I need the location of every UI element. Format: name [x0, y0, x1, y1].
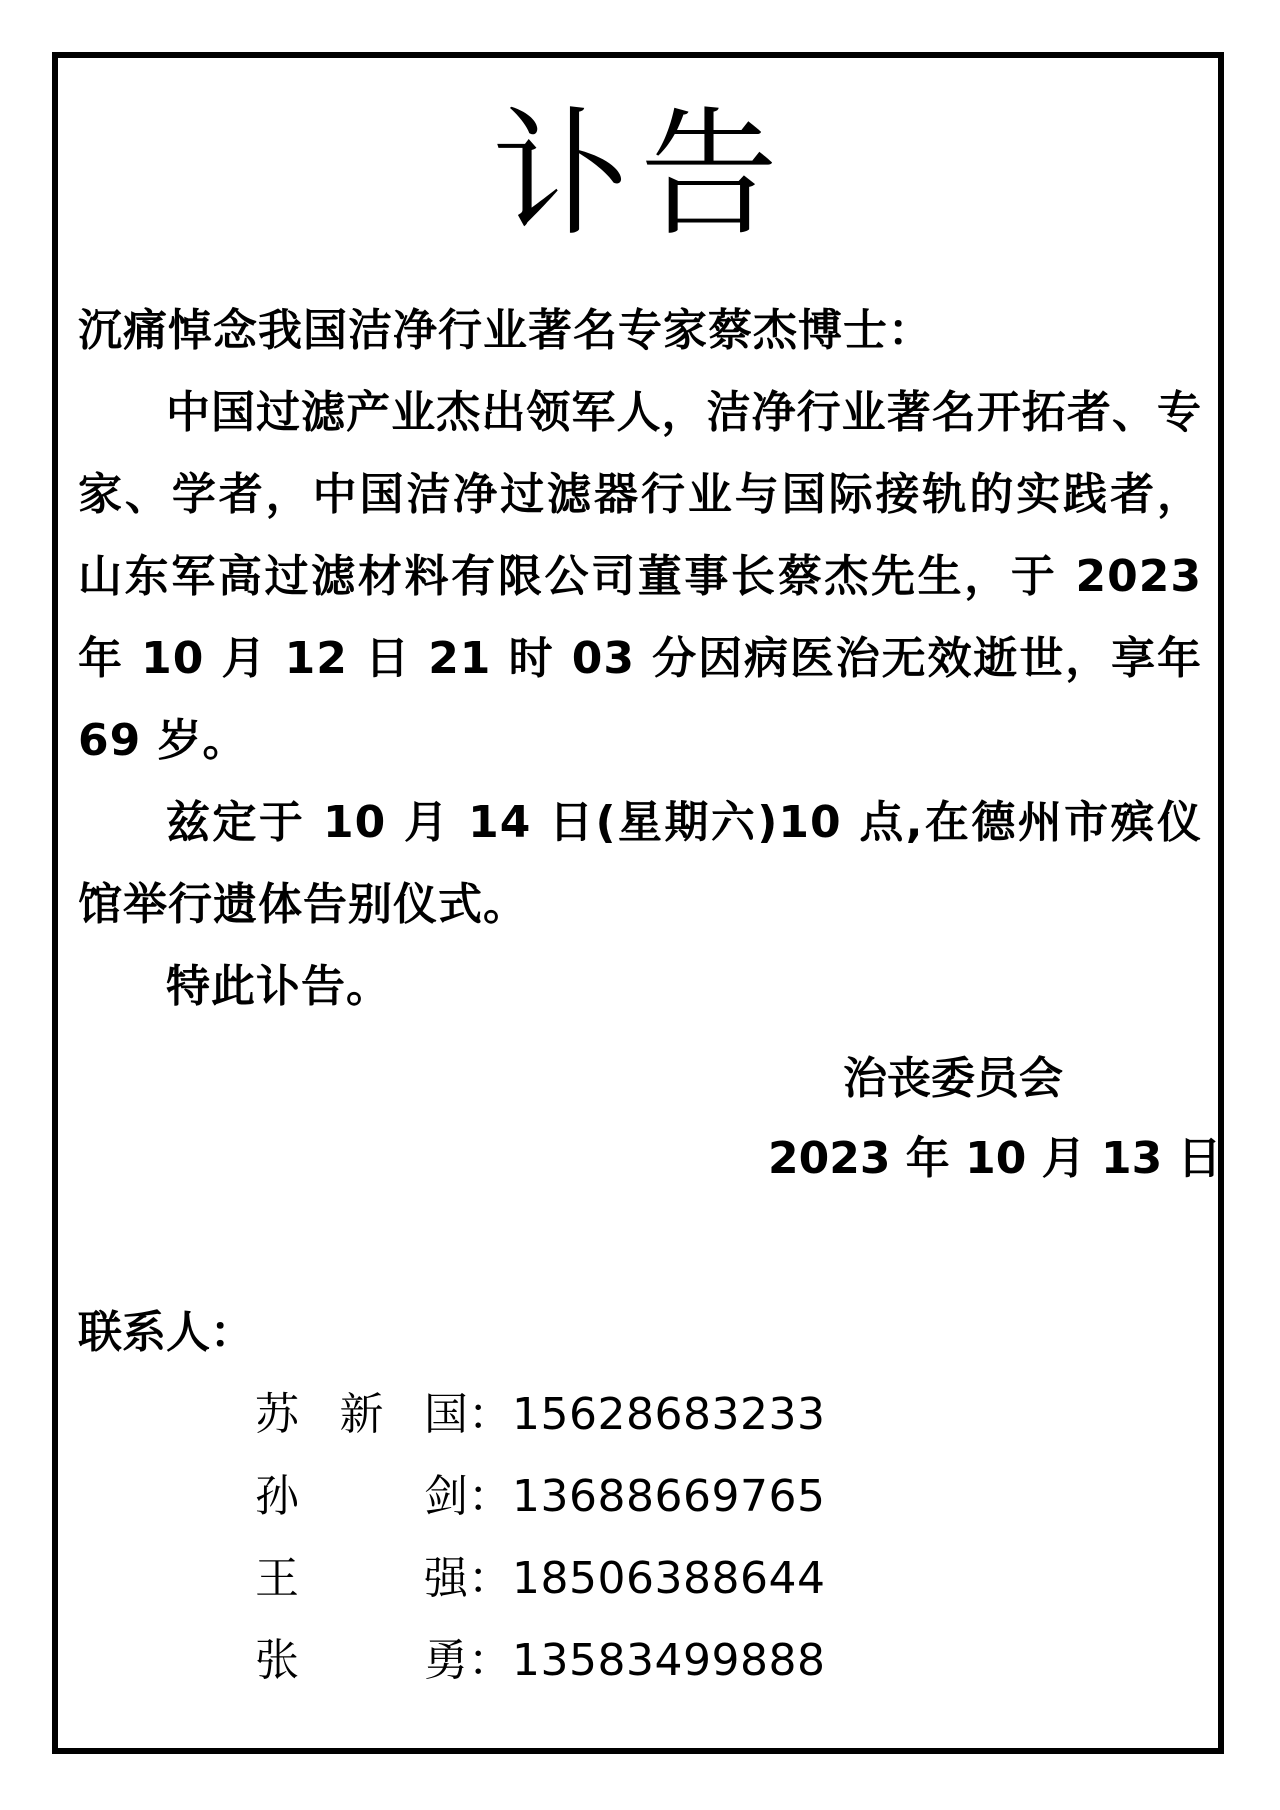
contact-name-char: 剑: [424, 1471, 468, 1522]
contact-phone: 15628683233: [512, 1389, 826, 1440]
contact-name: [255, 1620, 468, 1702]
contact-name-char: 王: [255, 1553, 299, 1604]
contact-name: [255, 1374, 468, 1456]
body-paragraphs: [78, 372, 1202, 1028]
contact-phone: 18506388644: [512, 1553, 826, 1604]
contact-name: [255, 1538, 468, 1620]
salutation: 沉痛悼念我国洁净行业著名专家蔡杰博士：: [78, 305, 933, 356]
contacts-label: 联系人：: [78, 1307, 254, 1358]
paragraph-announcement: 中国过滤产业杰出领军人，洁净行业著名开拓者、专家、学者，中国洁净过滤器行业与国际接轨的实践者，山东军高过滤材料有限公司董事长蔡杰先生，于 2023 年 10 月 12 日 21 时 03 分因病医治无效逝世，享年 69 岁。: [78, 387, 1202, 766]
paragraph-closing: 特此讣告。: [166, 961, 391, 1012]
contact-list: [255, 1374, 825, 1702]
contact-row: [255, 1620, 825, 1702]
contact-row: [255, 1456, 825, 1538]
signature-organization: 治丧委员会: [843, 1053, 1063, 1104]
contact-row: [255, 1538, 825, 1620]
contact-name-char: 新: [339, 1389, 384, 1440]
contact-name-char: 勇: [424, 1635, 468, 1686]
contact-name-char: 孙: [255, 1471, 299, 1522]
signature-date: 2023 年 10 月 13 日: [768, 1133, 1222, 1184]
contact-name-char: 张: [255, 1635, 299, 1686]
contact-colon: ：: [468, 1471, 512, 1522]
contact-name: [255, 1456, 468, 1538]
page-title: 讣告: [491, 94, 788, 255]
contact-phone: 13583499888: [512, 1635, 826, 1686]
contact-colon: ：: [468, 1553, 512, 1604]
paragraph-ceremony: 兹定于 10 月 14 日(星期六)10 点,在德州市殡仪馆举行遗体告别仪式。: [78, 797, 1202, 930]
contact-colon: ：: [468, 1635, 512, 1686]
contact-row: [255, 1374, 825, 1456]
contact-name-char: 苏: [255, 1389, 299, 1440]
contact-name-char: 国: [424, 1389, 468, 1440]
contact-name-char: 强: [424, 1553, 468, 1604]
contact-colon: ：: [468, 1389, 512, 1440]
contact-phone: 13688669765: [512, 1471, 826, 1522]
